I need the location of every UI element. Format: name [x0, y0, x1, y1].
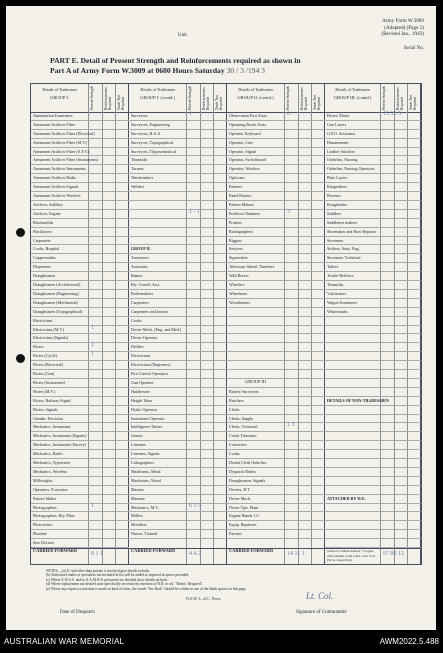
table-row: Operator Keyboard [227, 130, 325, 139]
table-column [129, 84, 227, 564]
table-row: Armament Artificer Fitter (Electrical) [31, 130, 129, 139]
carried-forward-row [227, 548, 324, 564]
table-row: Surveyors, Engineering [129, 121, 227, 130]
table-row: Driver Mech. [227, 495, 325, 504]
form-number-block [381, 18, 424, 38]
note-line: (d) Where replacement not desired state specifically on return by insertion of N.R. in col. "Reinfs. Required". [46, 582, 204, 587]
entered-value: 6 [287, 111, 290, 117]
table-row: Millers [129, 512, 227, 521]
table-row: Clerks [227, 406, 325, 415]
entered-value: 1 [91, 342, 94, 349]
carried-forward-row [325, 548, 420, 564]
table-row: Telescope Identif. Numbers [227, 263, 325, 272]
table-row [325, 326, 421, 335]
table-row: Signwriters [227, 254, 325, 263]
table-row: Lithographers [129, 459, 227, 468]
table-row: Masons [129, 486, 227, 495]
table-row [325, 352, 421, 361]
table-row: Fitters (Electrical) [31, 361, 129, 370]
table-row: Clerks, Supply [227, 415, 325, 424]
table-row: ATTACHED BY W.E. [325, 495, 421, 504]
table-row [129, 228, 227, 237]
table-row: Surveyors [129, 112, 227, 121]
table-row: Electricians (Signals) [31, 334, 129, 343]
table-row [129, 201, 227, 210]
table-row: Coppersmiths [31, 254, 129, 263]
table-row: Gun Layers [325, 121, 421, 130]
table-row [325, 432, 421, 441]
table-row [325, 317, 421, 326]
table-row: Electricians (M.V.) [31, 326, 129, 335]
table-row [325, 450, 421, 459]
table-row: Photowriter [31, 521, 129, 530]
entered-value: 1 - 1 [189, 208, 200, 215]
table-row: Blacksmiths [31, 219, 129, 228]
table-row: Carpenters and Joiners [129, 308, 227, 317]
table-row: Despatch Riders [227, 468, 325, 477]
table-row: Joiners [129, 432, 227, 441]
table-row: Wheelmen [227, 290, 325, 299]
table-row [325, 468, 421, 477]
table-row: Drillers [129, 343, 227, 352]
title-line-2: Part A of Army Form W.3009 at 0600 Hours Saturday 30 / 3 /194 3 [50, 66, 265, 75]
table-row: Dispensers [31, 263, 129, 272]
table-row: Driver-Operator [129, 334, 227, 343]
sub-column-label: Present Strength [90, 86, 94, 110]
table-row: Mechanics, Instrument (Survey) [31, 441, 129, 450]
table-row: Draughtsmen (Mechanical) [31, 299, 129, 308]
sub-column-label: Present Strength [188, 86, 192, 110]
table-row: Observation Post Assts. [227, 112, 325, 121]
notes-block [46, 569, 421, 591]
table-row: Machinists, Metal [129, 468, 227, 477]
table-row: Vulcanisers [325, 290, 421, 299]
table-row: Whitesmiths [325, 308, 421, 317]
table-row: Hairdresser [129, 388, 227, 397]
table-row: Armament Artificer Signals [31, 183, 129, 192]
table-row [325, 361, 421, 370]
table-row: GROUP II. [129, 245, 227, 254]
table-row [227, 370, 325, 379]
table-row [325, 370, 421, 379]
form-adapted: (Adapted) (Page 2) [384, 24, 424, 31]
table-row [325, 415, 421, 424]
strength-table [30, 83, 422, 565]
table-row: Plate Layers [325, 174, 421, 183]
entered-value: 8 1 1 [91, 551, 103, 557]
serial-label: Serial No. [403, 46, 424, 51]
table-row: Wagon Examiners [325, 299, 421, 308]
table-row [227, 361, 325, 370]
table-row: Riggers [227, 237, 325, 246]
table-row: Fitters, Railway Signal [31, 397, 129, 406]
archive-reference: AWM2022.5.488 [379, 637, 439, 646]
table-row: Painters [227, 183, 325, 192]
table-row: Fitters (M.V.) [31, 388, 129, 397]
sub-column-label: Present Strength [286, 86, 290, 110]
details-of-tradesmen-label: Details of Tradesmen [140, 87, 175, 92]
table-row: G.P.O. Assistants [325, 130, 421, 139]
table-row: Equip. Repairers [227, 521, 325, 530]
table-row [325, 512, 421, 521]
table-row: Opticians [227, 174, 325, 183]
table-row: Millwrights [31, 477, 129, 486]
table-row [325, 379, 421, 388]
table-row: Fitters' Mates [325, 112, 421, 121]
table-row: Orderlies, Nursing [325, 156, 421, 165]
table-row: Riveters [325, 192, 421, 201]
table-row: Bakers [129, 272, 227, 281]
table-row [227, 334, 325, 343]
table-row: Leather Stitchers [325, 148, 421, 157]
table-row: Masseur [129, 495, 227, 504]
table-row: Tailors [325, 263, 421, 272]
table-row: Armourers [129, 254, 227, 263]
signature-of-commander-label: Signature of Commander [296, 610, 347, 615]
table-row: Operator, Switchboard [227, 156, 325, 165]
table-row: Artificer, Engine [31, 210, 129, 219]
table-row [129, 237, 227, 246]
column-header-label [227, 84, 284, 112]
entered-value: 14 11 1 [287, 551, 305, 557]
table-row: Fitters, Signals [31, 406, 129, 415]
table-row: Bty. Comd's Asst. [129, 281, 227, 290]
table-row [325, 539, 421, 548]
table-row: Bricklayers [31, 228, 129, 237]
table-row: Operating Room Assts. [227, 121, 325, 130]
details-of-tradesmen-label: Details of Tradesmen [42, 87, 77, 92]
entered-value: 1 3 [287, 422, 295, 429]
table-row: Mechanics, Radio [31, 450, 129, 459]
table-row: Saddletree makers [325, 219, 421, 228]
sub-column-label: Reinforcements Required [395, 87, 404, 110]
table-row: Surveyors, Topographical [129, 139, 227, 148]
sub-column-label: Trade Test Required [409, 94, 418, 110]
entered-value: 1 [91, 324, 94, 331]
table-row: Mechanics, Instrument (Signals) [31, 432, 129, 441]
table-column [325, 84, 421, 564]
table-row [325, 459, 421, 468]
table-row: Battery Surveyors [227, 388, 325, 397]
table-row: Height Taker [129, 397, 227, 406]
table-row: Printers [227, 219, 325, 228]
entered-value: 97 80 12 [383, 551, 404, 557]
table-row: Hammermen [325, 139, 421, 148]
table-row: Carpenters [129, 299, 227, 308]
table-row: Woodturners [227, 299, 325, 308]
table-row: Dental Clerk Orderlies [227, 459, 325, 468]
table-row [325, 521, 421, 530]
group-label: GROUP I. [49, 94, 70, 100]
table-row: Turners [129, 165, 227, 174]
punch-hole [16, 228, 25, 237]
table-row: Welders [129, 183, 227, 192]
table-row: Fire Control Operators [129, 370, 227, 379]
table-row [129, 192, 227, 201]
form-revised: (Revised Jan., 1943) [381, 31, 424, 37]
table-row [325, 530, 421, 539]
table-row: Ammunition Examiners [31, 112, 129, 121]
entered-value: 1 [189, 111, 192, 117]
table-row: Fitters (Gun) [31, 370, 129, 379]
column-header-label [31, 84, 88, 112]
table-row: Photographers [31, 504, 129, 513]
table-row: Armament Artificer Fitter (A.F.V.) [31, 148, 129, 157]
form-sheet [6, 6, 436, 630]
table-row: Fitters [31, 343, 129, 352]
table-row: Driver-Mech. (Eng. and Med.) [129, 326, 227, 335]
column-header-label [129, 84, 186, 112]
carried-forward-label: Totals of columns marked * to agree with columns 4 and 5 and 1 and 13 of Part A, respectively. [327, 549, 376, 563]
table-row [227, 308, 325, 317]
note-line: NOTES.—(a) If cash other than private is involved give details on back. [46, 569, 151, 573]
table-row: Strikers, Staty. Eng. [325, 245, 421, 254]
carried-forward-label: CARRIED FORWARD [131, 548, 176, 553]
table-row: Pattern Maker [31, 495, 129, 504]
table-row [325, 504, 421, 513]
table-row: Orderlies, Nursing Operators [325, 165, 421, 174]
table-row: Grinder, Precision [31, 415, 129, 424]
table-row: Saddlers [325, 210, 421, 219]
table-row: Panel Beaters [227, 192, 325, 201]
table-row: Farriers [227, 530, 325, 539]
table-row: Engine Hands, I.C. [227, 512, 325, 521]
table-row: Tinsmiths [325, 281, 421, 290]
table-row: Armament Artificer Fitter (M.V.) [31, 139, 129, 148]
table-row: Draughtsmen, Signals [227, 477, 325, 486]
table-row: Mechanics, Typewriter [31, 459, 129, 468]
table-row: Predictor Numbers [227, 210, 325, 219]
table-row: Photographers, Rly. Plate [31, 512, 129, 521]
table-row: Moulders [129, 521, 227, 530]
table-row: Armament Artificer Instruments [31, 165, 129, 174]
table-row: Intelligence Duties [129, 423, 227, 432]
table-row: Machinists, Wood [129, 477, 227, 486]
table-row [227, 352, 325, 361]
table-row: Surveyors, Trigonometrical [129, 148, 227, 157]
table-row: Armament Artificer Fitter (Instruments) [31, 156, 129, 165]
form-title [50, 56, 420, 76]
printer-imprint: N.S.W. L. of C. Press [186, 596, 221, 601]
entered-value: 1 [91, 502, 94, 509]
table-row: Plumber [31, 530, 129, 539]
group-label: GROUP III. (contd.) [333, 94, 372, 100]
table-row: Armament Artificer Fitter [31, 121, 129, 130]
table-row: Butchers [227, 397, 325, 406]
table-row: Operator, Line [227, 139, 325, 148]
table-row: Roughriders [325, 201, 421, 210]
details-of-tradesmen-label: Details of Tradesmen [238, 87, 273, 92]
table-row: Shoemaker and Boot Repairer [325, 228, 421, 237]
entered-value: 1 [91, 351, 94, 358]
sub-column-label: Reinforcements Required [103, 87, 112, 110]
commander-signature: Lt. Col. [306, 591, 334, 601]
table-row: Draughtsmen (Architectural) [31, 281, 129, 290]
table-row: Hydro Operator [129, 406, 227, 415]
note-line: (b) Authorised trades or specialists not included in list will be added as required in spaces provided. [46, 573, 190, 578]
table-row: Operator, Signal [227, 148, 325, 157]
table-column [31, 84, 129, 564]
table-row: Drivers, H.T. [227, 486, 325, 495]
sub-column-label: Trade Test Required [215, 94, 224, 110]
table-row: Tinsmiths [129, 156, 227, 165]
table-row [325, 486, 421, 495]
table-row: Carpenters [31, 237, 129, 246]
table-row: Instrument Operator [129, 415, 227, 424]
table-row: Storemen, Technical [325, 254, 421, 263]
sub-column-label: Present Strength [382, 86, 386, 110]
table-row: DETAILS OF NON-TRADESMEN [325, 397, 421, 406]
note-line: (c) Where A.W.A.S. and/or A.A.M.W.S. personnel are detailed show details on back. [46, 577, 168, 582]
table-row [227, 326, 325, 335]
table-column [227, 84, 325, 564]
table-row [227, 317, 325, 326]
note-line: (e) Where any request or notation is made on back of form, the words "See Back" should be written in one of the blank spaces on this page. [46, 586, 247, 591]
entered-value: 3 [287, 208, 290, 215]
table-row [227, 343, 325, 352]
table-row: Assistants [129, 263, 227, 272]
date-of-despatch-label: Date of Despatch [60, 610, 95, 615]
table-row: Draughtsmen [31, 272, 129, 281]
table-row: Cooks [129, 317, 227, 326]
table-row [325, 477, 421, 486]
details-of-tradesmen-label: Details of Tradesmen [335, 87, 370, 92]
unit-label: Unit [178, 33, 187, 38]
table-row: Mechanics, M.T. [129, 504, 227, 513]
carried-forward-row [31, 548, 128, 564]
carried-forward-label: CARRIED FORWARD [33, 548, 78, 553]
sub-column-label: Reinforcements Required [299, 87, 308, 110]
title-line-1: PART E. Detail of Present Strength and Reinforcements required as shown in [50, 56, 301, 65]
table-row: Concreters [227, 441, 325, 450]
entered-value: 15 13 5 [383, 111, 401, 117]
table-row: Draughtsmen (Topographical) [31, 308, 129, 317]
table-row: Pattern Makers [227, 201, 325, 210]
group-label: GROUP I. (contd.) [140, 94, 175, 100]
table-row [325, 423, 421, 432]
carried-forward-row [129, 548, 226, 564]
table-row: Nurses, Trained [129, 530, 227, 539]
sub-column-label: Trade Test Required [313, 94, 322, 110]
table-row: Boilermakers [129, 290, 227, 299]
table-row: Operators, Excavator [31, 486, 129, 495]
table-row: Electricians (Engineers) [129, 361, 227, 370]
table-row [129, 219, 227, 228]
table-row: Operator, Wireless [227, 165, 325, 174]
table-row [325, 388, 421, 397]
table-row: Armament Artificer Radio [31, 174, 129, 183]
table-row: Watchmakers [129, 174, 227, 183]
sub-column-label: Trade Test Required [117, 94, 126, 110]
table-row: Gun Operator [129, 379, 227, 388]
table-row: Coach Trimmers [227, 432, 325, 441]
group-three-label: GROUP III [244, 378, 267, 384]
table-row: Draughtsmen (Engineering) [31, 290, 129, 299]
table-row [325, 334, 421, 343]
group-label: GROUP II. (contd.) [237, 94, 274, 100]
sub-column-label: Reinforcements Required [201, 87, 210, 110]
table-row: Linemen, Signals [129, 450, 227, 459]
table-row [325, 441, 421, 450]
table-row: Electricians [31, 317, 129, 326]
table-row: Driver Tpts. Plant [227, 504, 325, 513]
table-row: Wall Borers [227, 272, 325, 281]
table-row: Saw Doctors [31, 539, 129, 548]
table-row: Electricians [129, 352, 227, 361]
table-row: Clerks, Technical [227, 423, 325, 432]
table-row: Fitters (Instrument) [31, 379, 129, 388]
carried-forward-label: CARRIED FORWARD [229, 548, 274, 553]
title-date: 30 / 3 /194 3 [226, 66, 265, 75]
table-row [129, 210, 227, 219]
table-row: Wheelers [227, 281, 325, 290]
table-row: Fitters (Cycle) [31, 352, 129, 361]
table-row: Rangetakers [325, 183, 421, 192]
table-row [325, 343, 421, 352]
table-row: Cooks, Hospital [31, 245, 129, 254]
table-row: Surveyors, R.A.A. [129, 130, 227, 139]
form-number: Army Form W.3009 [382, 18, 424, 24]
punch-hole [16, 354, 25, 363]
table-row: Linemen [129, 441, 227, 450]
table-row: Mechanics, Wireless [31, 468, 129, 477]
table-row: Sawyers [227, 245, 325, 254]
table-row [325, 406, 421, 415]
column-header-label [325, 84, 380, 112]
archive-credit: AUSTRALIAN WAR MEMORIAL [4, 637, 125, 646]
entered-value: 4 4 2 [189, 551, 201, 557]
table-row: Mechanics, Instrument [31, 423, 129, 432]
entered-value: 6 3 5 [189, 502, 201, 509]
table-row: Armament Artificer Wireless [31, 192, 129, 201]
table-row: Storemen [325, 237, 421, 246]
table-row: Artificer, Artillery [31, 201, 129, 210]
table-row: Cooks [227, 450, 325, 459]
table-row: Textile Refitters [325, 272, 421, 281]
table-row: Radiographers [227, 228, 325, 237]
